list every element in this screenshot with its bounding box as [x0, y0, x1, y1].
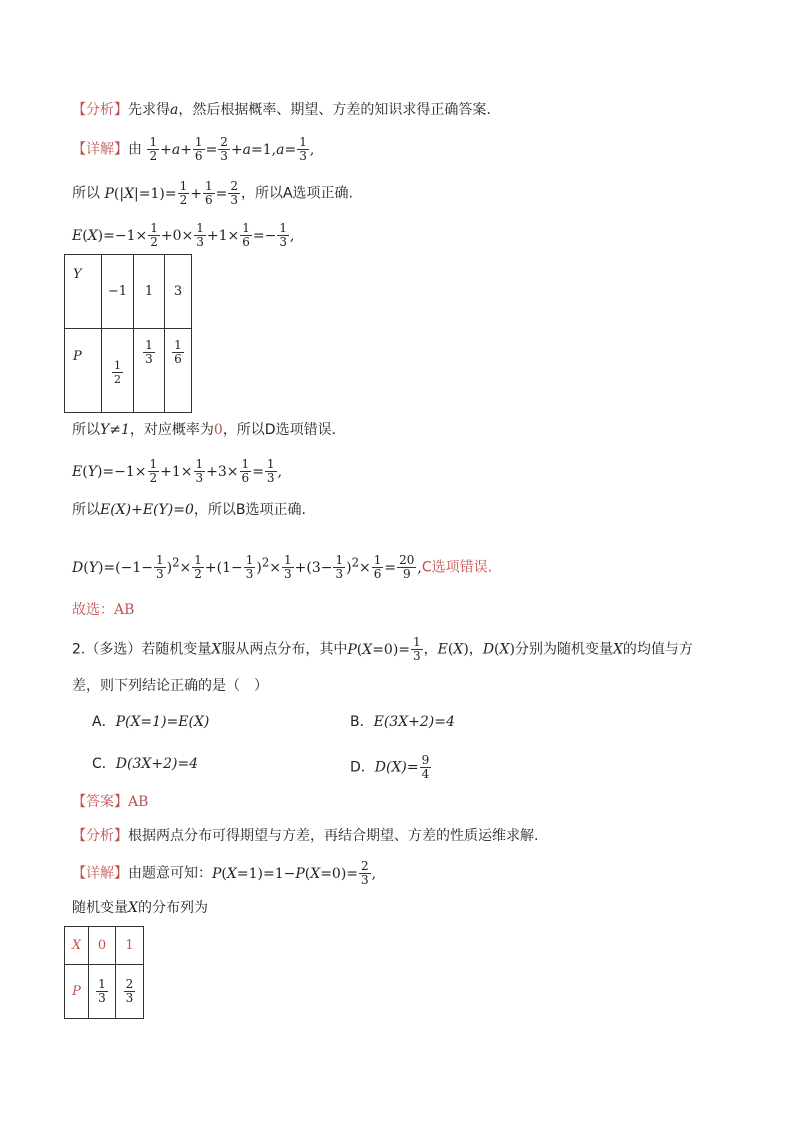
answer-line-2: 【答案】AB [72, 794, 149, 810]
equation-ex: E(X)=−1× $\frac{1}{2}$ +0× $\frac{1}{3}$ +1× $\frac{1}{6}$ =− $\frac{1}{3}$ , [72, 221, 295, 249]
table-cell-p: $\frac{1}{6}$ [165, 329, 192, 413]
question-2-line-1: 2.（多选）若随机变量X服从两点分布，其中P(X=0)= $\frac{1}{3}$ ，E(X)，D(X)分别为随机变量X的均值与方 [72, 635, 693, 663]
equation-px: P(|X|=1)= $\frac{1}{2}$ + $\frac{1}{6}$ = $\frac{2}{3}$ [104, 179, 238, 207]
table-x-distribution [64, 926, 144, 1019]
detail-line-2: 【详解】由题意可知：P(X=1)=1−P(X=0)= $\frac{2}{3}$ , [72, 859, 377, 887]
table-cell-y: 1 [134, 255, 165, 329]
analysis-line-2: 【分析】根据两点分布可得期望与方差，再结合期望、方差的性质运维求解. [72, 828, 539, 844]
option-a: A．P(X=1)=E(X) [92, 714, 210, 730]
table-header-x: X [65, 927, 89, 965]
dist-intro-line: 随机变量X的分布列为 [72, 900, 208, 916]
table-cell-p: $\frac{1}{3}$ [134, 329, 165, 413]
equation-px1: P(X=1)=1−P(X=0)= $\frac{2}{3}$ , [212, 859, 377, 887]
equation-dy: D(Y)=(−1− $\frac{1}{3}$ )$^2$× $\frac{1}{2}$ +(1− $\frac{1}{3}$ )$^2$× $\frac{1}{3}$ +(3− $\frac{1}{3}$ )$^2$× $\frac{1}{6}$ = $\frac{20}{9}$ , [72, 553, 422, 582]
choice-line-1: 故选：AB [72, 602, 135, 618]
px-line: 所以 P(|X|=1)= $\frac{1}{2}$ + $\frac{1}{6}$ = $\frac{2}{3}$ ，所以A选项正确. [72, 179, 353, 207]
table-cell-x: 0 [89, 927, 116, 965]
ey-line [72, 458, 282, 485]
sum-line: 所以E(X)+E(Y)=0，所以B选项正确. [72, 502, 306, 518]
dy-line: D(Y)=(−1− $\frac{1}{3}$ )$^2$× $\frac{1}{2}$ +(1− $\frac{1}{3}$ )$^2$× $\frac{1}{3}$ +(3− $\frac{1}{3}$ )$^2$× $\frac{1}{6}$ = $\frac{20}{9}$ ,C选项错误. [72, 553, 493, 582]
table-header-p: P [65, 965, 89, 1019]
table-cell-p: $\frac{1}{2}$ [102, 329, 134, 413]
table-header-y: Y [65, 255, 102, 329]
detail-line-1: 【详解】由 $\frac{1}{2}$ +a+ $\frac{1}{6}$ = $\frac{2}{3}$ +a=1,a= $\frac{1}{3}$ , [72, 135, 315, 163]
table-y-distribution [64, 254, 192, 413]
equation-ey: E(Y)=−1× $\frac{1}{2}$ +1× $\frac{1}{3}$ +3× $\frac{1}{6}$ = $\frac{1}{3}$ , [72, 457, 283, 485]
table-cell-x: 1 [116, 927, 144, 965]
detail-tag: 【详解】 [72, 141, 128, 158]
option-d: D．D(X)= $\frac{9}{4}$ [350, 753, 430, 781]
table-cell-p: $\frac{2}{3}$ [116, 965, 144, 1019]
analysis-tag: 【分析】 [72, 102, 128, 118]
table-cell-p: $\frac{1}{3}$ [89, 965, 116, 1019]
y-ne-line: 所以Y≠1，对应概率为0，所以D选项错误. [72, 422, 337, 438]
ex-line [72, 222, 294, 249]
table-cell-y: −1 [102, 255, 134, 329]
analysis-line-1: 【分析】先求得a，然后根据概率、期望、方差的知识求得正确答案. [72, 102, 491, 118]
equation-sum-a: $\frac{1}{2}$ +a+ $\frac{1}{6}$ = $\frac{2}{3}$ +a=1,a= $\frac{1}{3}$ , [149, 135, 315, 163]
option-b: B．E(3X+2)=4 [350, 714, 455, 730]
table-cell-y: 3 [165, 255, 192, 329]
equation-px0: P(X=0)= $\frac{1}{3}$ [347, 635, 421, 663]
question-2-line-2: 差，则下列结论正确的是（ ） [72, 678, 268, 694]
table-header-p: P [65, 329, 102, 413]
option-c: C．D(3X+2)=4 [92, 756, 199, 772]
